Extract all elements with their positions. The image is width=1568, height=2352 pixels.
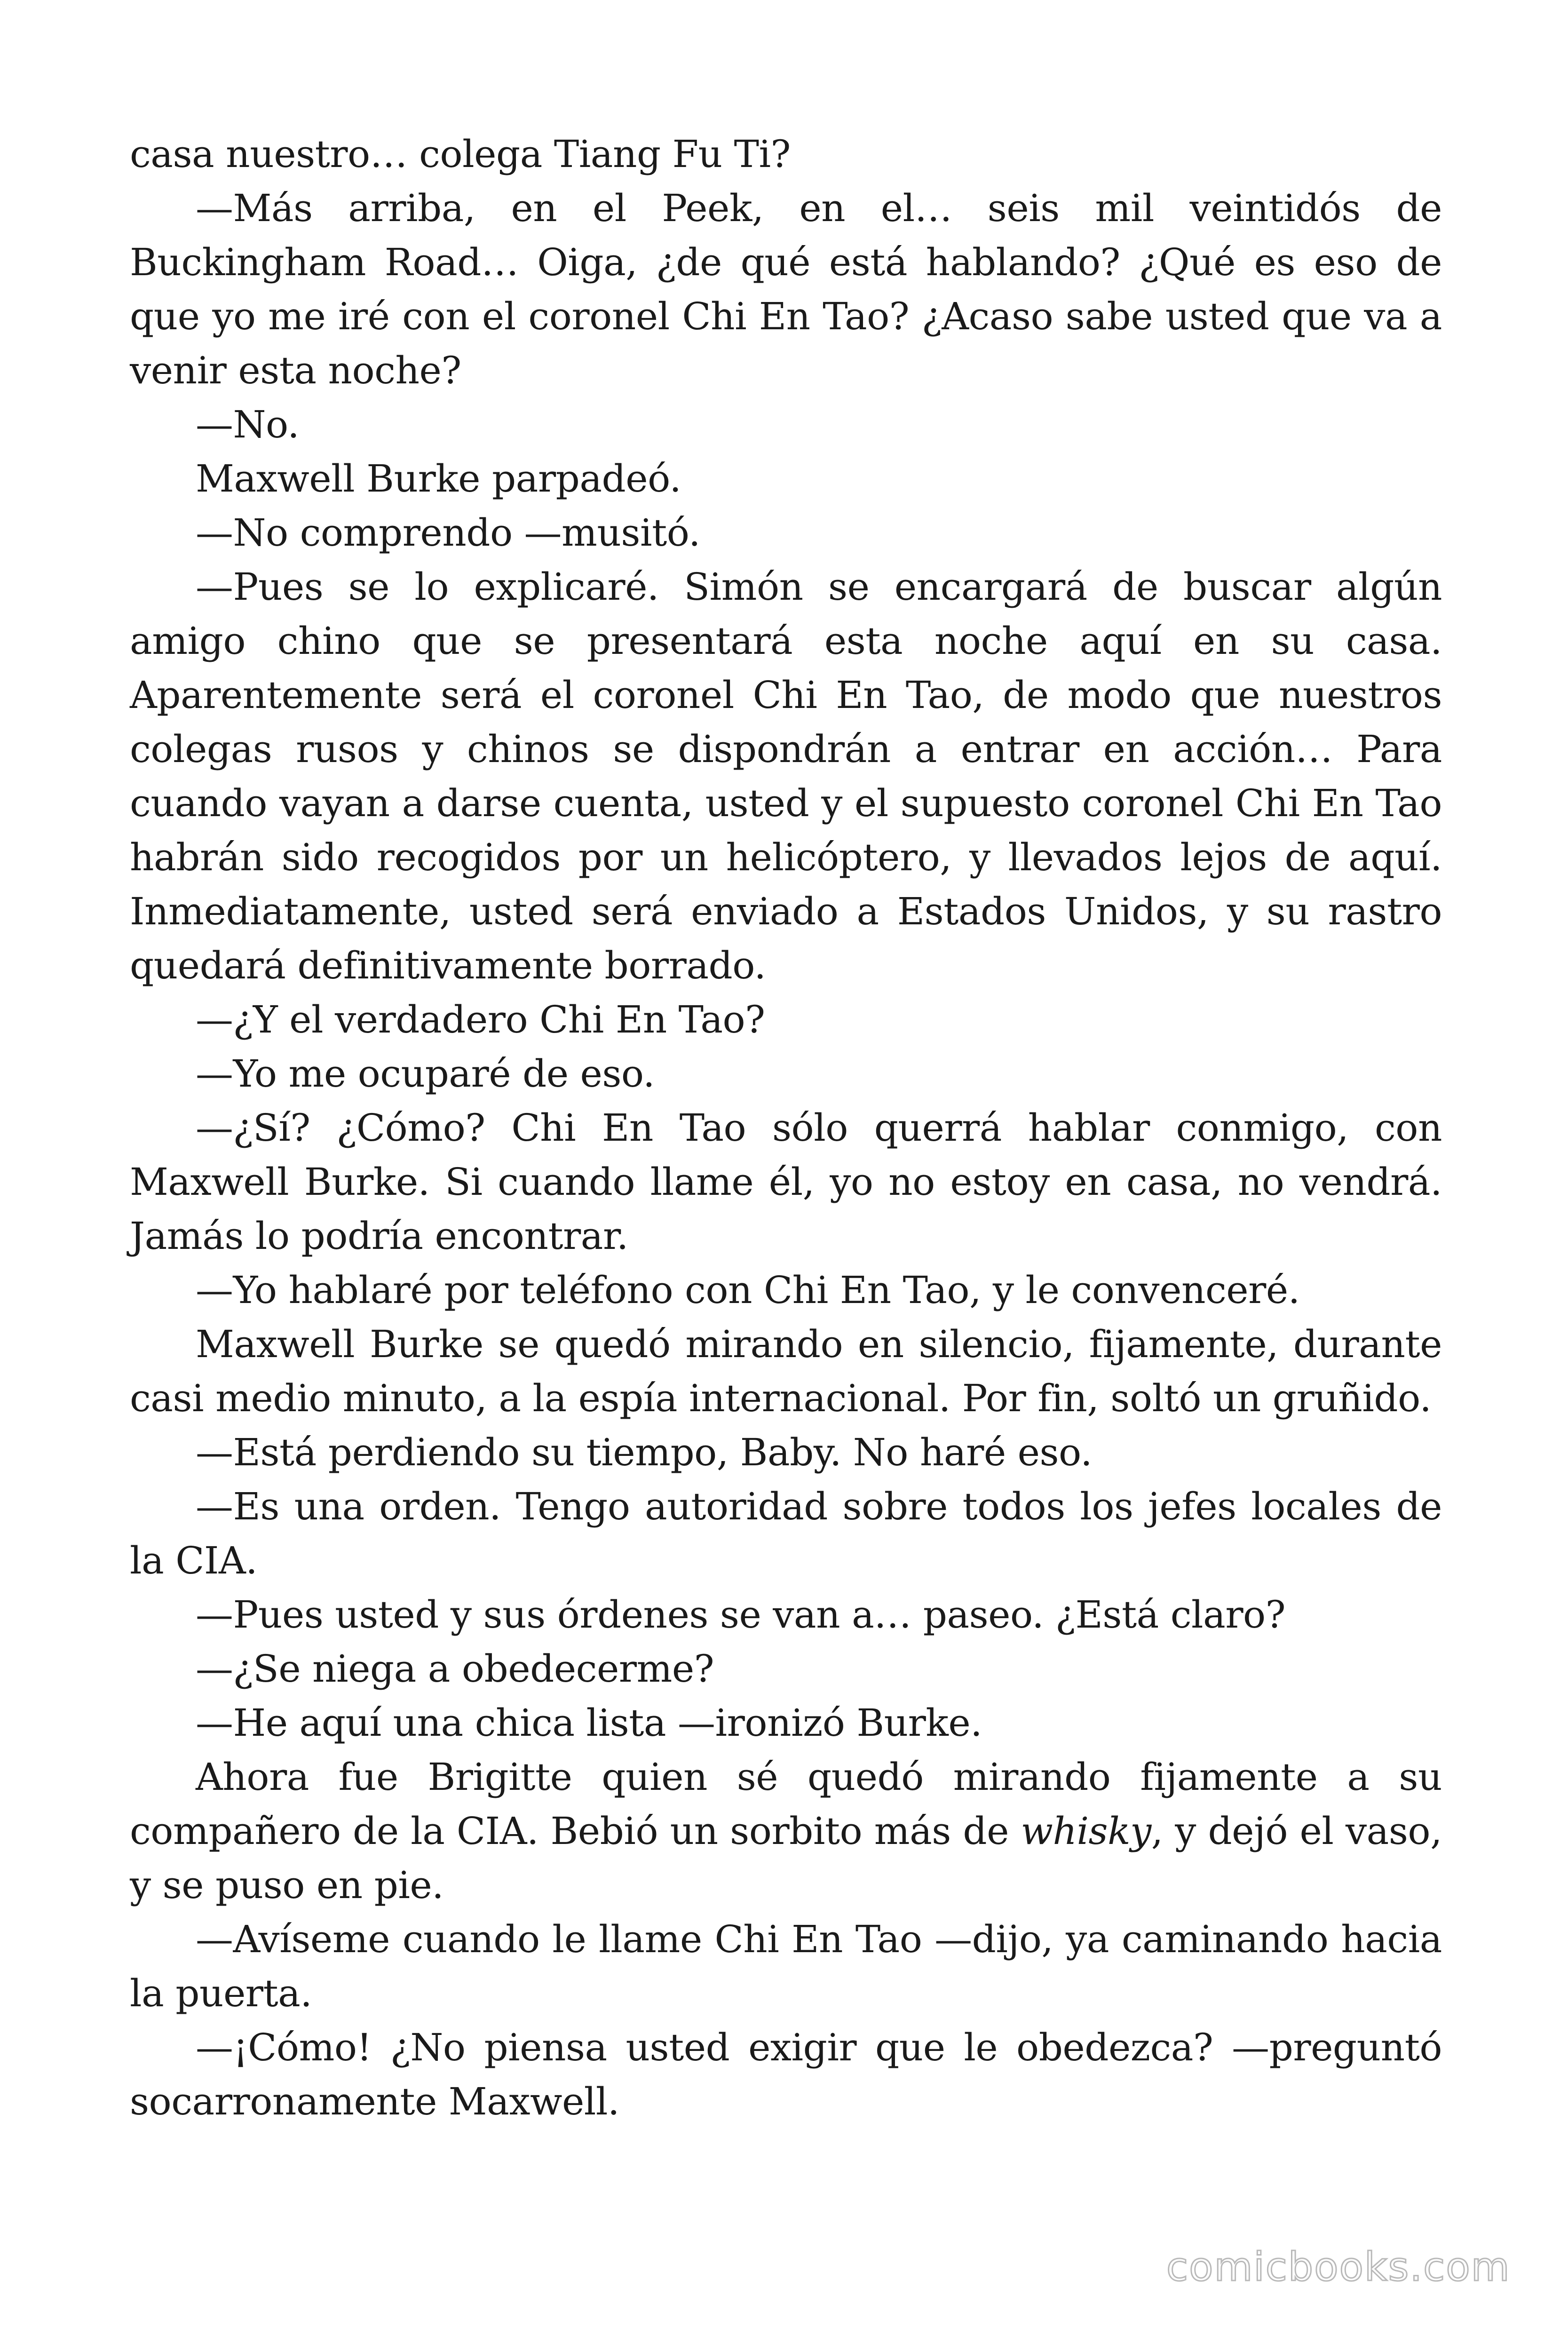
- paragraph: casa nuestro… colega Tiang Fu Ti?: [130, 132, 791, 176]
- paragraph: Maxwell Burke se quedó mirando en silencio, fijamente, durante casi medio minuto, a la espía internacional. Por fin, soltó un gruñido.: [130, 1322, 1442, 1420]
- paragraph: —¡Cómo! ¿No piensa usted exigir que le obedezca? —preguntó socarronamente Maxwell.: [130, 2026, 1442, 2123]
- paragraph: —Avíseme cuando le llame Chi En Tao —dijo, ya caminando hacia la puerta.: [130, 1917, 1442, 2015]
- paragraph: —Pues se lo explicaré. Simón se encargará de buscar algún amigo chino que se presentará esta noche aquí en su casa. Aparentemente será el coronel Chi En Tao, de modo que nuestros colegas rusos y chinos se dispondrán a entrar en acción… Para cuando vayan a darse cuenta, usted y el supuesto coronel Chi En Tao habrán sido recogidos por un helicóptero, y llevados lejos de aquí. Inmediatamente, usted será enviado a Estados Unidos, y su rastro quedará definitivamente borrado.: [130, 565, 1442, 987]
- paragraph: —No comprendo —musitó.: [196, 511, 700, 555]
- paragraph: —He aquí una chica lista —ironizó Burke.: [196, 1701, 982, 1745]
- paragraph: —¿Y el verdadero Chi En Tao?: [196, 998, 765, 1041]
- paragraph: —Es una orden. Tengo autoridad sobre todos los jefes locales de la CIA.: [130, 1485, 1442, 1582]
- watermark: comicbooks.com: [1166, 2244, 1511, 2290]
- paragraph-whisky: Ahora fue Brigitte quien sé quedó mirando fijamente a su compañero de la CIA. Bebió un sorbito más de whisky, y dejó el vaso, y se puso en pie.: [130, 1755, 1442, 1907]
- paragraph: —Pues usted y sus órdenes se van a… paseo. ¿Está claro?: [196, 1593, 1286, 1637]
- page-body: [130, 127, 1442, 2129]
- paragraph: Maxwell Burke parpadeó.: [196, 457, 681, 501]
- paragraph: —No.: [196, 403, 300, 446]
- paragraph: —Yo hablaré por teléfono con Chi En Tao, y le convenceré.: [196, 1268, 1300, 1312]
- paragraph: —¿Sí? ¿Cómo? Chi En Tao sólo querrá hablar conmigo, con Maxwell Burke. Si cuando llame él, yo no estoy en casa, no vendrá. Jamás lo podría encontrar.: [130, 1106, 1442, 1258]
- paragraph: —Más arriba, en el Peek, en el… seis mil veintidós de Buckingham Road… Oiga, ¿de qué está hablando? ¿Qué es eso de que yo me iré con el coronel Chi En Tao? ¿Acaso sabe usted que va a venir esta noche?: [130, 186, 1442, 392]
- paragraph: —¿Se niega a obedecerme?: [196, 1647, 714, 1691]
- paragraph: —Está perdiendo su tiempo, Baby. No haré eso.: [196, 1430, 1093, 1474]
- paragraph: —Yo me ocuparé de eso.: [196, 1052, 655, 1096]
